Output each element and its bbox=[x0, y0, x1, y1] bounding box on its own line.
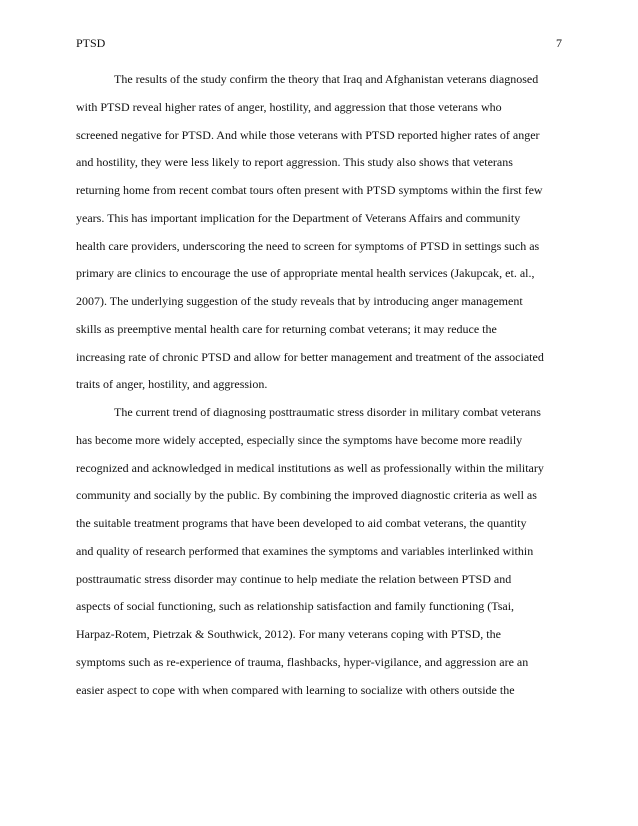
paragraph-line: community and socially by the public. By combining the improved diagnostic criteria as well as bbox=[76, 488, 537, 503]
paragraph-line: increasing rate of chronic PTSD and allow for better management and treatment of the associated bbox=[76, 349, 544, 364]
paragraph-line: Harpaz-Rotem, Pietrzak & Southwick, 2012). For many veterans coping with PTSD, the bbox=[76, 627, 501, 641]
paragraph-line: primary are clinics to encourage the use of appropriate mental health services (Jakupcak, et. al., bbox=[76, 266, 535, 281]
page-number: 7 bbox=[556, 36, 562, 50]
running-head: PTSD bbox=[76, 36, 106, 50]
paragraph-line: symptoms such as re-experience of trauma, flashbacks, hyper-vigilance, and aggression are an bbox=[76, 654, 529, 669]
paragraph-2 bbox=[76, 399, 562, 704]
paragraph-line: The current trend of diagnosing posttraumatic stress disorder in military combat veterans bbox=[114, 405, 541, 419]
paragraph-line: The results of the study confirm the theory that Iraq and Afghanistan veterans diagnosed bbox=[114, 72, 539, 86]
page-header bbox=[76, 36, 562, 52]
paragraph-line: traits of anger, hostility, and aggression. bbox=[76, 377, 268, 392]
paragraph-line: screened negative for PTSD. And while those veterans with PTSD reported higher rates of anger bbox=[76, 127, 540, 142]
body-text bbox=[76, 66, 562, 704]
paragraph-line: the suitable treatment programs that have been developed to aid combat veterans, the quantity bbox=[76, 516, 527, 530]
paragraph-1 bbox=[76, 66, 562, 399]
paragraph-line: returning home from recent combat tours often present with PTSD symptoms within the first few bbox=[76, 183, 543, 197]
paragraph-line: and quality of research performed that examines the symptoms and variables interlinked within bbox=[76, 543, 534, 558]
paragraph-line: 2007). The underlying suggestion of the study reveals that by introducing anger management bbox=[76, 294, 523, 308]
paragraph-line: has become more widely accepted, especially since the symptoms have become more readily bbox=[76, 432, 523, 447]
paragraph-line: with PTSD reveal higher rates of anger, hostility, and aggression that those veterans who bbox=[76, 99, 502, 114]
paragraph-line: easier aspect to cope with when compared with learning to socialize with others outside the bbox=[76, 682, 515, 697]
paragraph-line: skills as preemptive mental health care for returning combat veterans; it may reduce the bbox=[76, 321, 497, 336]
paragraph-line: posttraumatic stress disorder may continue to help mediate the relation between PTSD and bbox=[76, 571, 512, 586]
paragraph-line: and hostility, they were less likely to report aggression. This study also shows that veterans bbox=[76, 155, 513, 170]
paragraph-line: health care providers, underscoring the need to screen for symptoms of PTSD in settings such as bbox=[76, 238, 540, 253]
paragraph-line: recognized and acknowledged in medical institutions as well as professionally within the military bbox=[76, 460, 544, 475]
paragraph-line: aspects of social functioning, such as relationship satisfaction and family functioning (Tsai, bbox=[76, 599, 515, 614]
paragraph-line: years. This has important implication for the Department of Veterans Affairs and community bbox=[76, 210, 521, 225]
